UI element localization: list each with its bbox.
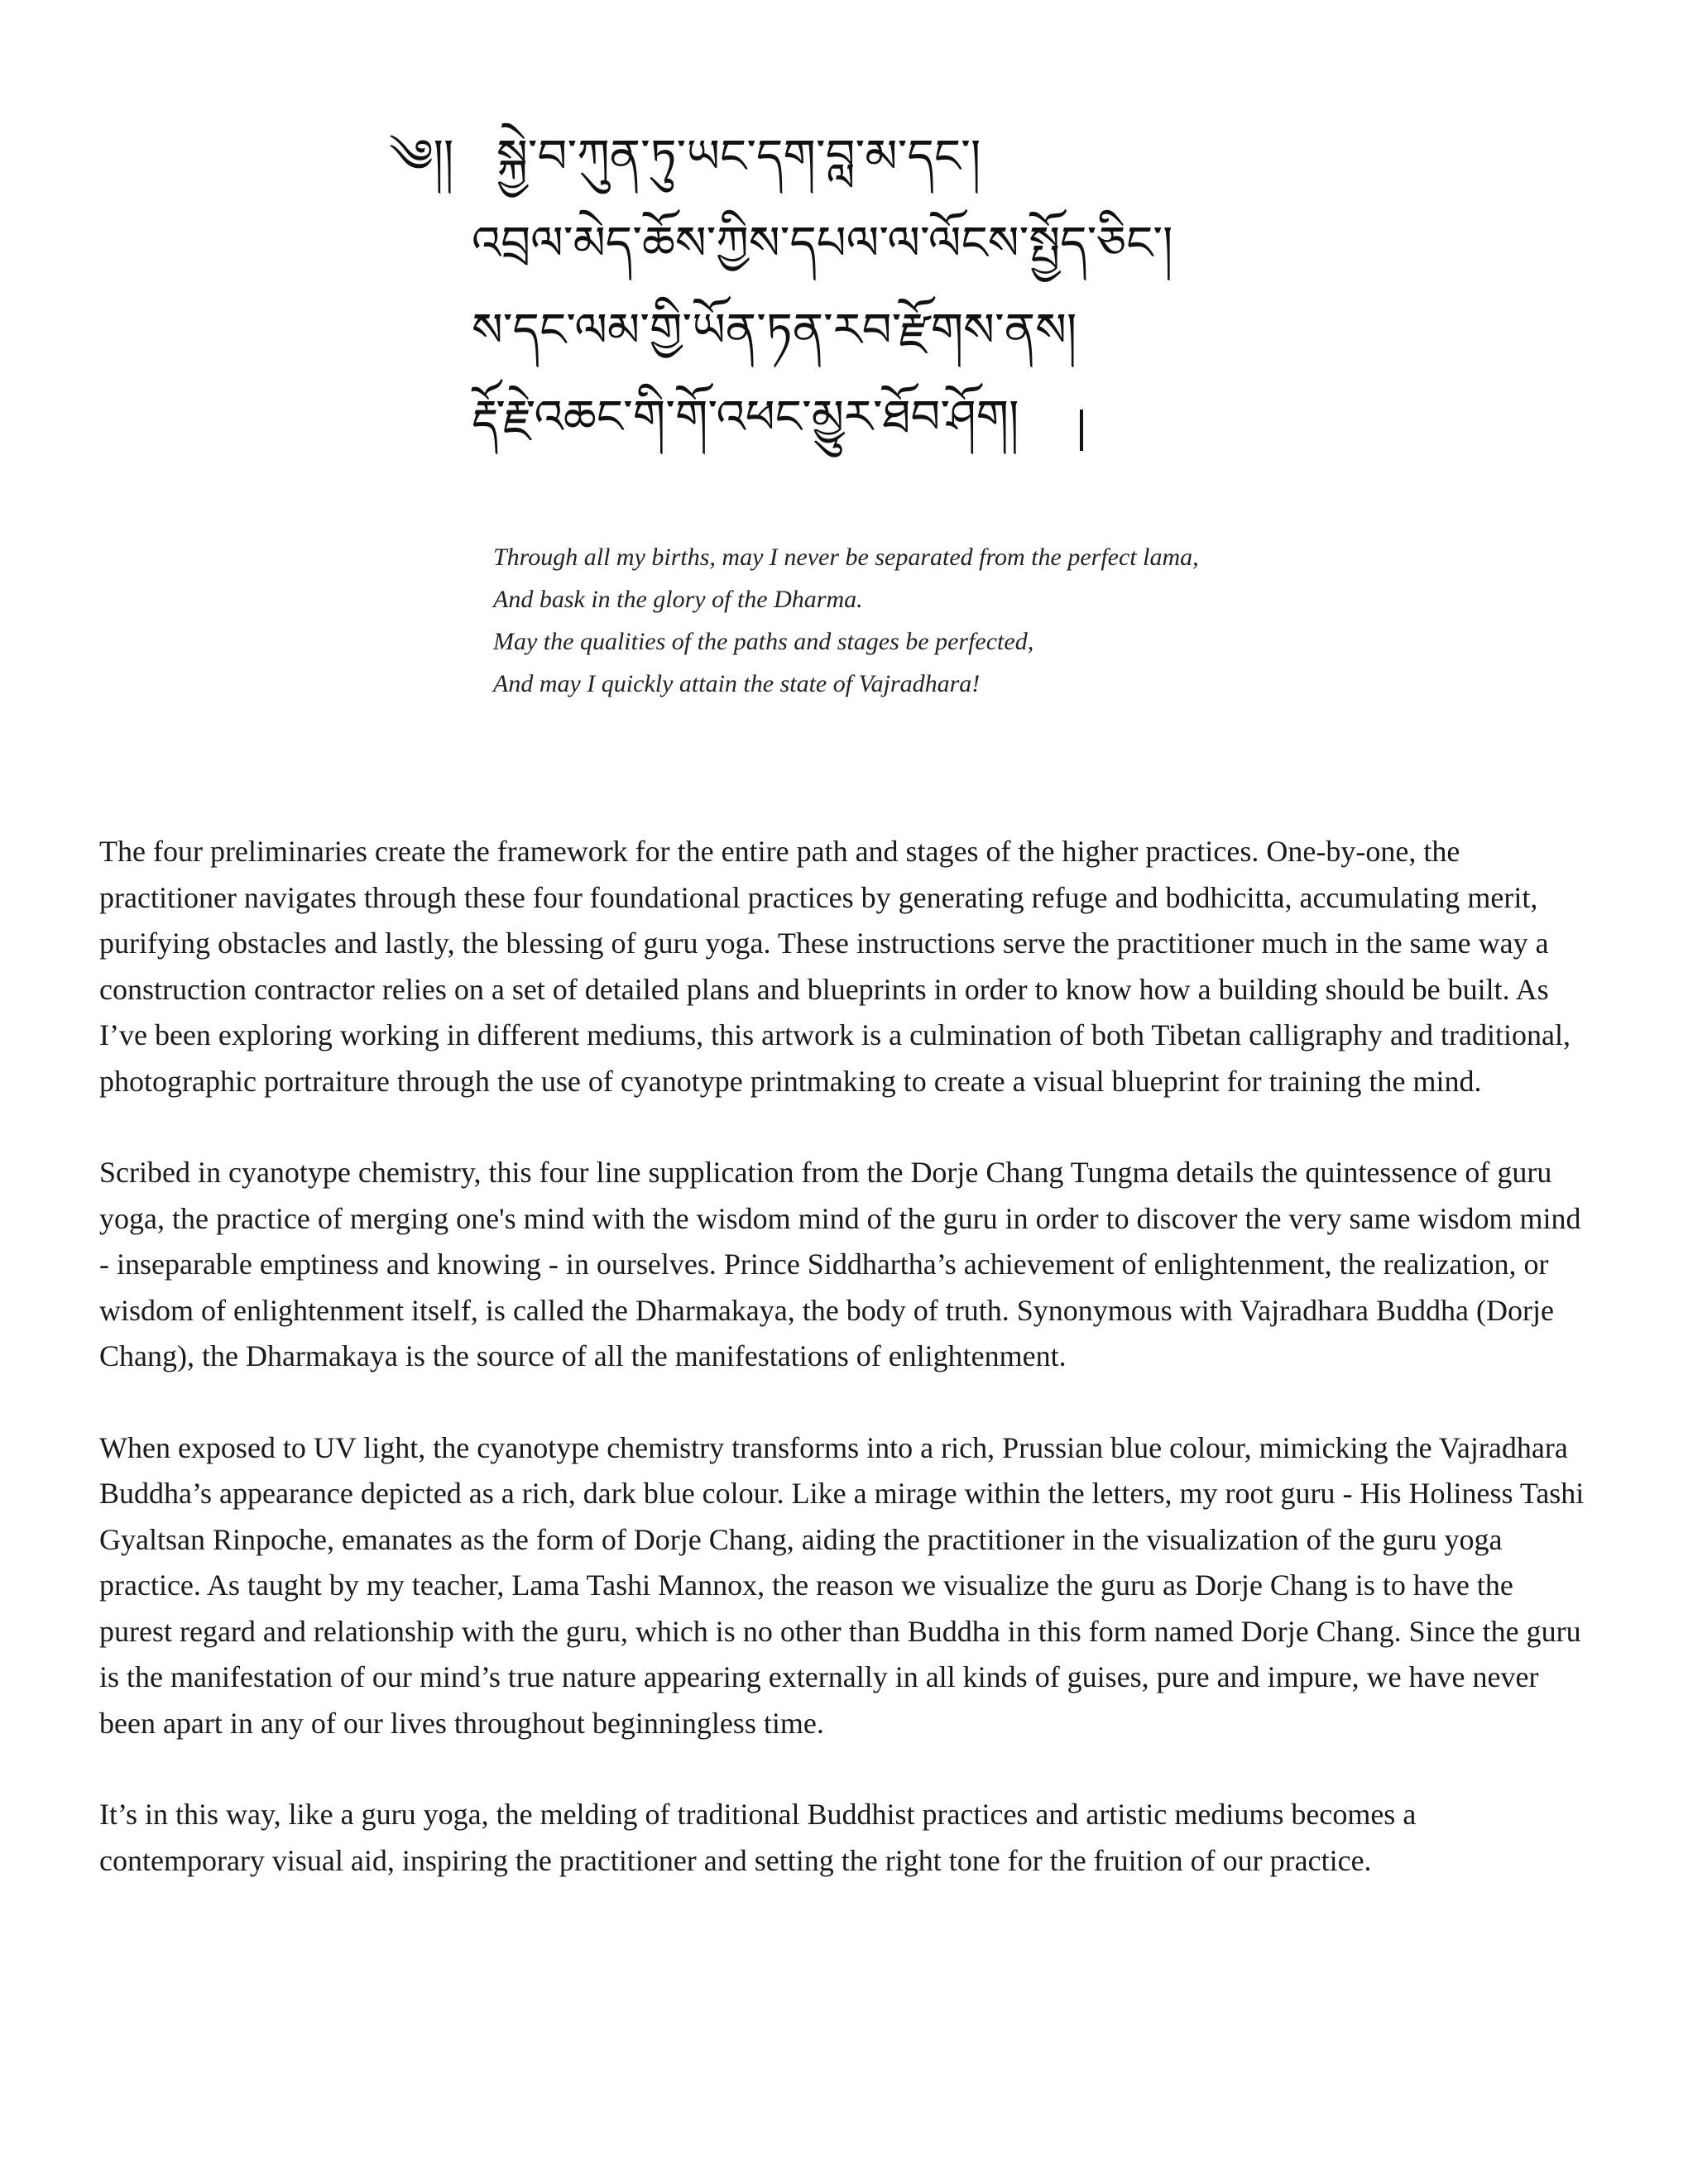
paragraph-cyanotype: When exposed to UV light, the cyanotype chemistry transforms into a rich, Prussian blue colour, mimicking the Vajradhara Buddha’s appearance depicted as a rich, dark blue colour. Like a mirage within the letters, my root guru - His Holiness Tashi Gyaltsan Rinpoche, emanates as the form of Dorje Chang, aiding the practitioner in the visualization of the guru yoga practice. As taught by my teacher, Lama Tashi Mannox, the reason we visualize the guru as Dorje Chang is to have the purest regard and relationship with the guru, which is no other than Buddha in this form named Dorje Chang. Since the guru is the manifestation of our mind’s true nature appearing externally in all kinds of guises, pure and impure, we have never been apart in any of our lives throughout beginningless time.	[99, 1430, 1585, 1740]
tibetan-line-2: འབྲལ་མེད་ཆོས་ཀྱིས་དཔལ་ལ་ལོངས་སྤྱོད་ཅིང་།	[472, 217, 1173, 271]
paragraph-supplication: Scribed in cyanotype chemistry, this four line supplication from the Dorje Chang Tungma details the quintessence of guru yoga, the practice of merging one's mind with the wisdom mind of the guru in order to discover the very same wisdom mind - inseparable emptiness and knowing - in ourselves. Prince Siddhartha’s achievement of enlightenment, the realization, or wisdom of enlightenment itself, is called the Dharmakaya, the body of truth. Synonymous with Vajradhara Buddha (Dorje Chang), the Dharmakaya is the source of all the manifestations of enlightenment.	[99, 1156, 1581, 1372]
translation-line-1: Through all my births, may I never be separated from the perfect lama,	[493, 544, 1199, 571]
tibetan-line-4: རྡོ་རྗེ་འཆང་གི་གོ་འཕང་མྱུར་ཐོབ་ཤོག།	[472, 390, 1019, 444]
translation-line-3: May the qualities of the paths and stages be perfected,	[493, 628, 1034, 655]
translation-line-4: And may I quickly attain the state of Vajradhara!	[493, 670, 981, 697]
english-translation	[493, 536, 1321, 705]
tibetan-shad-mark	[1080, 410, 1083, 451]
tibetan-line-3: ས་དང་ལམ་གྱི་ཡོན་ཏན་རབ་རྫོགས་ནས།	[472, 304, 1077, 357]
translation-line-2: And bask in the glory of the Dharma.	[493, 586, 863, 613]
tibetan-opening-mark: ༄།།	[389, 130, 454, 184]
tibetan-line-1: སྐྱེ་བ་ཀུན་ཏུ་ཡང་དག་བླ་མ་དང་།	[496, 130, 981, 184]
paragraph-preliminaries: The four preliminaries create the framework for the entire path and stages of the higher practices. One-by-one, the practitioner navigates through these four foundational practices by generating refuge and bodhicitta, accumulating merit, purifying obstacles and lastly, the blessing of guru yoga. These instructions serve the practitioner much in the same way a construction contractor relies on a set of detailed plans and blueprints in order to know how a building should be built. As I’ve been exploring working in different mediums, this artwork is a culmination of both Tibetan calligraphy and traditional, photographic portraiture through the use of cyanotype printmaking to create a visual blueprint for training the mind.	[99, 835, 1571, 1098]
paragraph-conclusion: It’s in this way, like a guru yoga, the melding of traditional Buddhist practices and artistic mediums becomes a contemporary visual aid, inspiring the practitioner and setting the right tone for the fruition of our practice.	[99, 1798, 1417, 1877]
artist-statement	[99, 829, 1589, 1929]
